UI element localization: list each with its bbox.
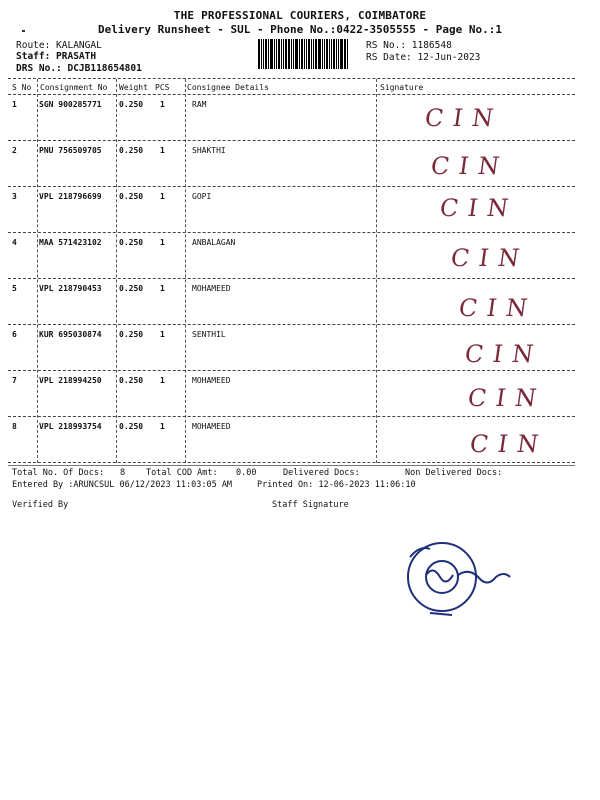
barcode-bar: [333, 39, 335, 69]
barcode-bar: [326, 39, 328, 69]
row-signature: C I N: [438, 194, 512, 222]
row-sno: 6: [12, 330, 17, 339]
row-consignee: MOHAMEED: [192, 284, 231, 293]
row-signature: C I N: [468, 430, 542, 458]
barcode-bar: [265, 39, 267, 69]
row-consignment-no: VPL 218790453: [39, 284, 102, 293]
row-sno: 8: [12, 422, 17, 431]
header-sno: S No: [12, 83, 32, 92]
row-pcs: 1: [160, 146, 165, 155]
staff-label: Staff: PRASATH: [16, 51, 97, 62]
barcode-bar: [288, 39, 290, 69]
row-separator: [8, 324, 575, 325]
row-pcs: 1: [160, 376, 165, 385]
row-signature: C I N: [463, 340, 537, 368]
barcode-bar: [274, 39, 275, 69]
row-consignment-no: VPL 218994250: [39, 376, 102, 385]
row-weight: 0.250: [119, 100, 144, 109]
row-consignee: ANBALAGAN: [192, 238, 236, 247]
barcode-bar: [263, 39, 264, 69]
barcode-bar: [344, 39, 346, 69]
verified-by-label: Verified By: [12, 500, 69, 510]
row-consignment-no: KUR 695030874: [39, 330, 102, 339]
table-header-rule: [8, 94, 575, 95]
staff-signature-label: Staff Signature: [272, 500, 349, 510]
row-pcs: 1: [160, 284, 165, 293]
barcode-bar: [322, 39, 323, 69]
drs-number: DRS No.: DCJB118654801: [16, 63, 142, 74]
barcode-bar: [295, 39, 298, 69]
barcode-bar: [308, 39, 310, 69]
col-divider: [376, 79, 377, 463]
row-pcs: 1: [160, 330, 165, 339]
barcode-bar: [306, 39, 307, 69]
header-consignee: Consignee Details: [187, 83, 269, 92]
row-weight: 0.250: [119, 376, 144, 385]
barcode-bar: [283, 39, 284, 69]
barcode-image: [258, 39, 358, 69]
row-signature: C I N: [423, 104, 497, 132]
barcode-bar: [291, 39, 292, 69]
rs-number: RS No.: 1186548: [366, 40, 452, 51]
row-separator: [8, 462, 575, 463]
total-cod-value: 0.00: [236, 468, 257, 478]
row-weight: 0.250: [119, 284, 144, 293]
row-weight: 0.250: [119, 422, 144, 431]
printed-on: Printed On: 12-06-2023 11:06:10: [257, 480, 416, 490]
row-consignment-no: SGN 900285771: [39, 100, 102, 109]
document-title: THE PROFESSIONAL COURIERS, COIMBATORE: [173, 9, 427, 22]
row-consignment-no: VPL 218993754: [39, 422, 102, 431]
row-pcs: 1: [160, 100, 165, 109]
row-consignee: RAM: [192, 100, 207, 109]
barcode-bar: [324, 39, 325, 69]
header-pcs: PCS: [155, 83, 170, 92]
row-pcs: 1: [160, 192, 165, 201]
row-weight: 0.250: [119, 192, 144, 201]
row-weight: 0.250: [119, 330, 144, 339]
total-docs-value: 8: [120, 468, 126, 478]
row-consignee: MOHAMEED: [192, 422, 231, 431]
row-sno: 4: [12, 238, 17, 247]
row-consignee: SENTHIL: [192, 330, 226, 339]
header-consignment: Consignment No: [40, 83, 108, 92]
col-divider: [116, 79, 117, 463]
barcode-bar: [278, 39, 280, 69]
row-separator: [8, 416, 575, 417]
row-sno: 1: [12, 100, 17, 109]
barcode-bar: [318, 39, 321, 69]
row-signature: C I N: [466, 384, 540, 412]
header-signature: Signature: [380, 83, 424, 92]
barcode-bar: [340, 39, 343, 69]
barcode-bar: [268, 39, 269, 69]
row-signature: C I N: [457, 294, 531, 322]
barcode-bar: [329, 39, 330, 69]
col-divider: [37, 79, 38, 463]
row-consignee: MOHAMEED: [192, 376, 231, 385]
entered-by: Entered By :ARUNCSUL 06/12/2023 11:03:05 AM: [12, 480, 233, 490]
row-sno: 7: [12, 376, 17, 385]
barcode-bar: [331, 39, 332, 69]
row-sno: 3: [12, 192, 17, 201]
barcode-bar: [276, 39, 277, 69]
row-consignment-no: PNU 756509705: [39, 146, 102, 155]
total-docs-label: Total No. Of Docs:: [12, 468, 105, 478]
barcode-bar: [315, 39, 317, 69]
row-separator: [8, 140, 575, 141]
total-cod-label: Total COD Amt:: [146, 468, 218, 478]
row-separator: [8, 370, 575, 371]
stamp-mark: [408, 543, 510, 615]
barcode-bar: [336, 39, 337, 69]
row-weight: 0.250: [119, 238, 144, 247]
col-divider: [185, 79, 186, 463]
document-subtitle: Delivery Runsheet - SUL - Phone No.:0422-3505555 - Page No.:1: [98, 23, 502, 36]
barcode-bar: [347, 39, 348, 69]
row-signature: C I N: [429, 152, 503, 180]
row-consignment-no: VPL 218796699: [39, 192, 102, 201]
rs-date: RS Date: 12-Jun-2023: [366, 52, 481, 63]
row-consignee: SHAKTHI: [192, 146, 226, 155]
barcode-bar: [338, 39, 339, 69]
row-signature: C I N: [449, 244, 523, 272]
route-label: Route: KALANGAL: [16, 40, 102, 51]
barcode-bar: [285, 39, 287, 69]
barcode-bar: [261, 39, 262, 69]
row-separator: [8, 232, 575, 233]
barcode-bar: [304, 39, 305, 69]
row-pcs: 1: [160, 422, 165, 431]
footer-rule: [8, 465, 575, 466]
barcode-bar: [281, 39, 282, 69]
header-weight: Weight: [119, 83, 148, 92]
delivered-docs-label: Delivered Docs:: [283, 468, 360, 478]
barcode-bar: [270, 39, 273, 69]
table-top-rule: [8, 78, 575, 79]
row-consignment-no: MAA 571423102: [39, 238, 102, 247]
barcode-bar: [299, 39, 300, 69]
non-delivered-docs-label: Non Delivered Docs:: [405, 468, 503, 478]
row-weight: 0.250: [119, 146, 144, 155]
row-pcs: 1: [160, 238, 165, 247]
office-stamp: [400, 535, 520, 635]
barcode-bar: [311, 39, 312, 69]
barcode-bar: [301, 39, 303, 69]
row-sno: 2: [12, 146, 17, 155]
row-sno: 5: [12, 284, 17, 293]
row-consignee: GOPI: [192, 192, 212, 201]
row-separator: [8, 186, 575, 187]
barcode-bar: [293, 39, 294, 69]
row-separator: [8, 278, 575, 279]
barcode-bar: [258, 39, 260, 69]
barcode-bar: [313, 39, 314, 69]
